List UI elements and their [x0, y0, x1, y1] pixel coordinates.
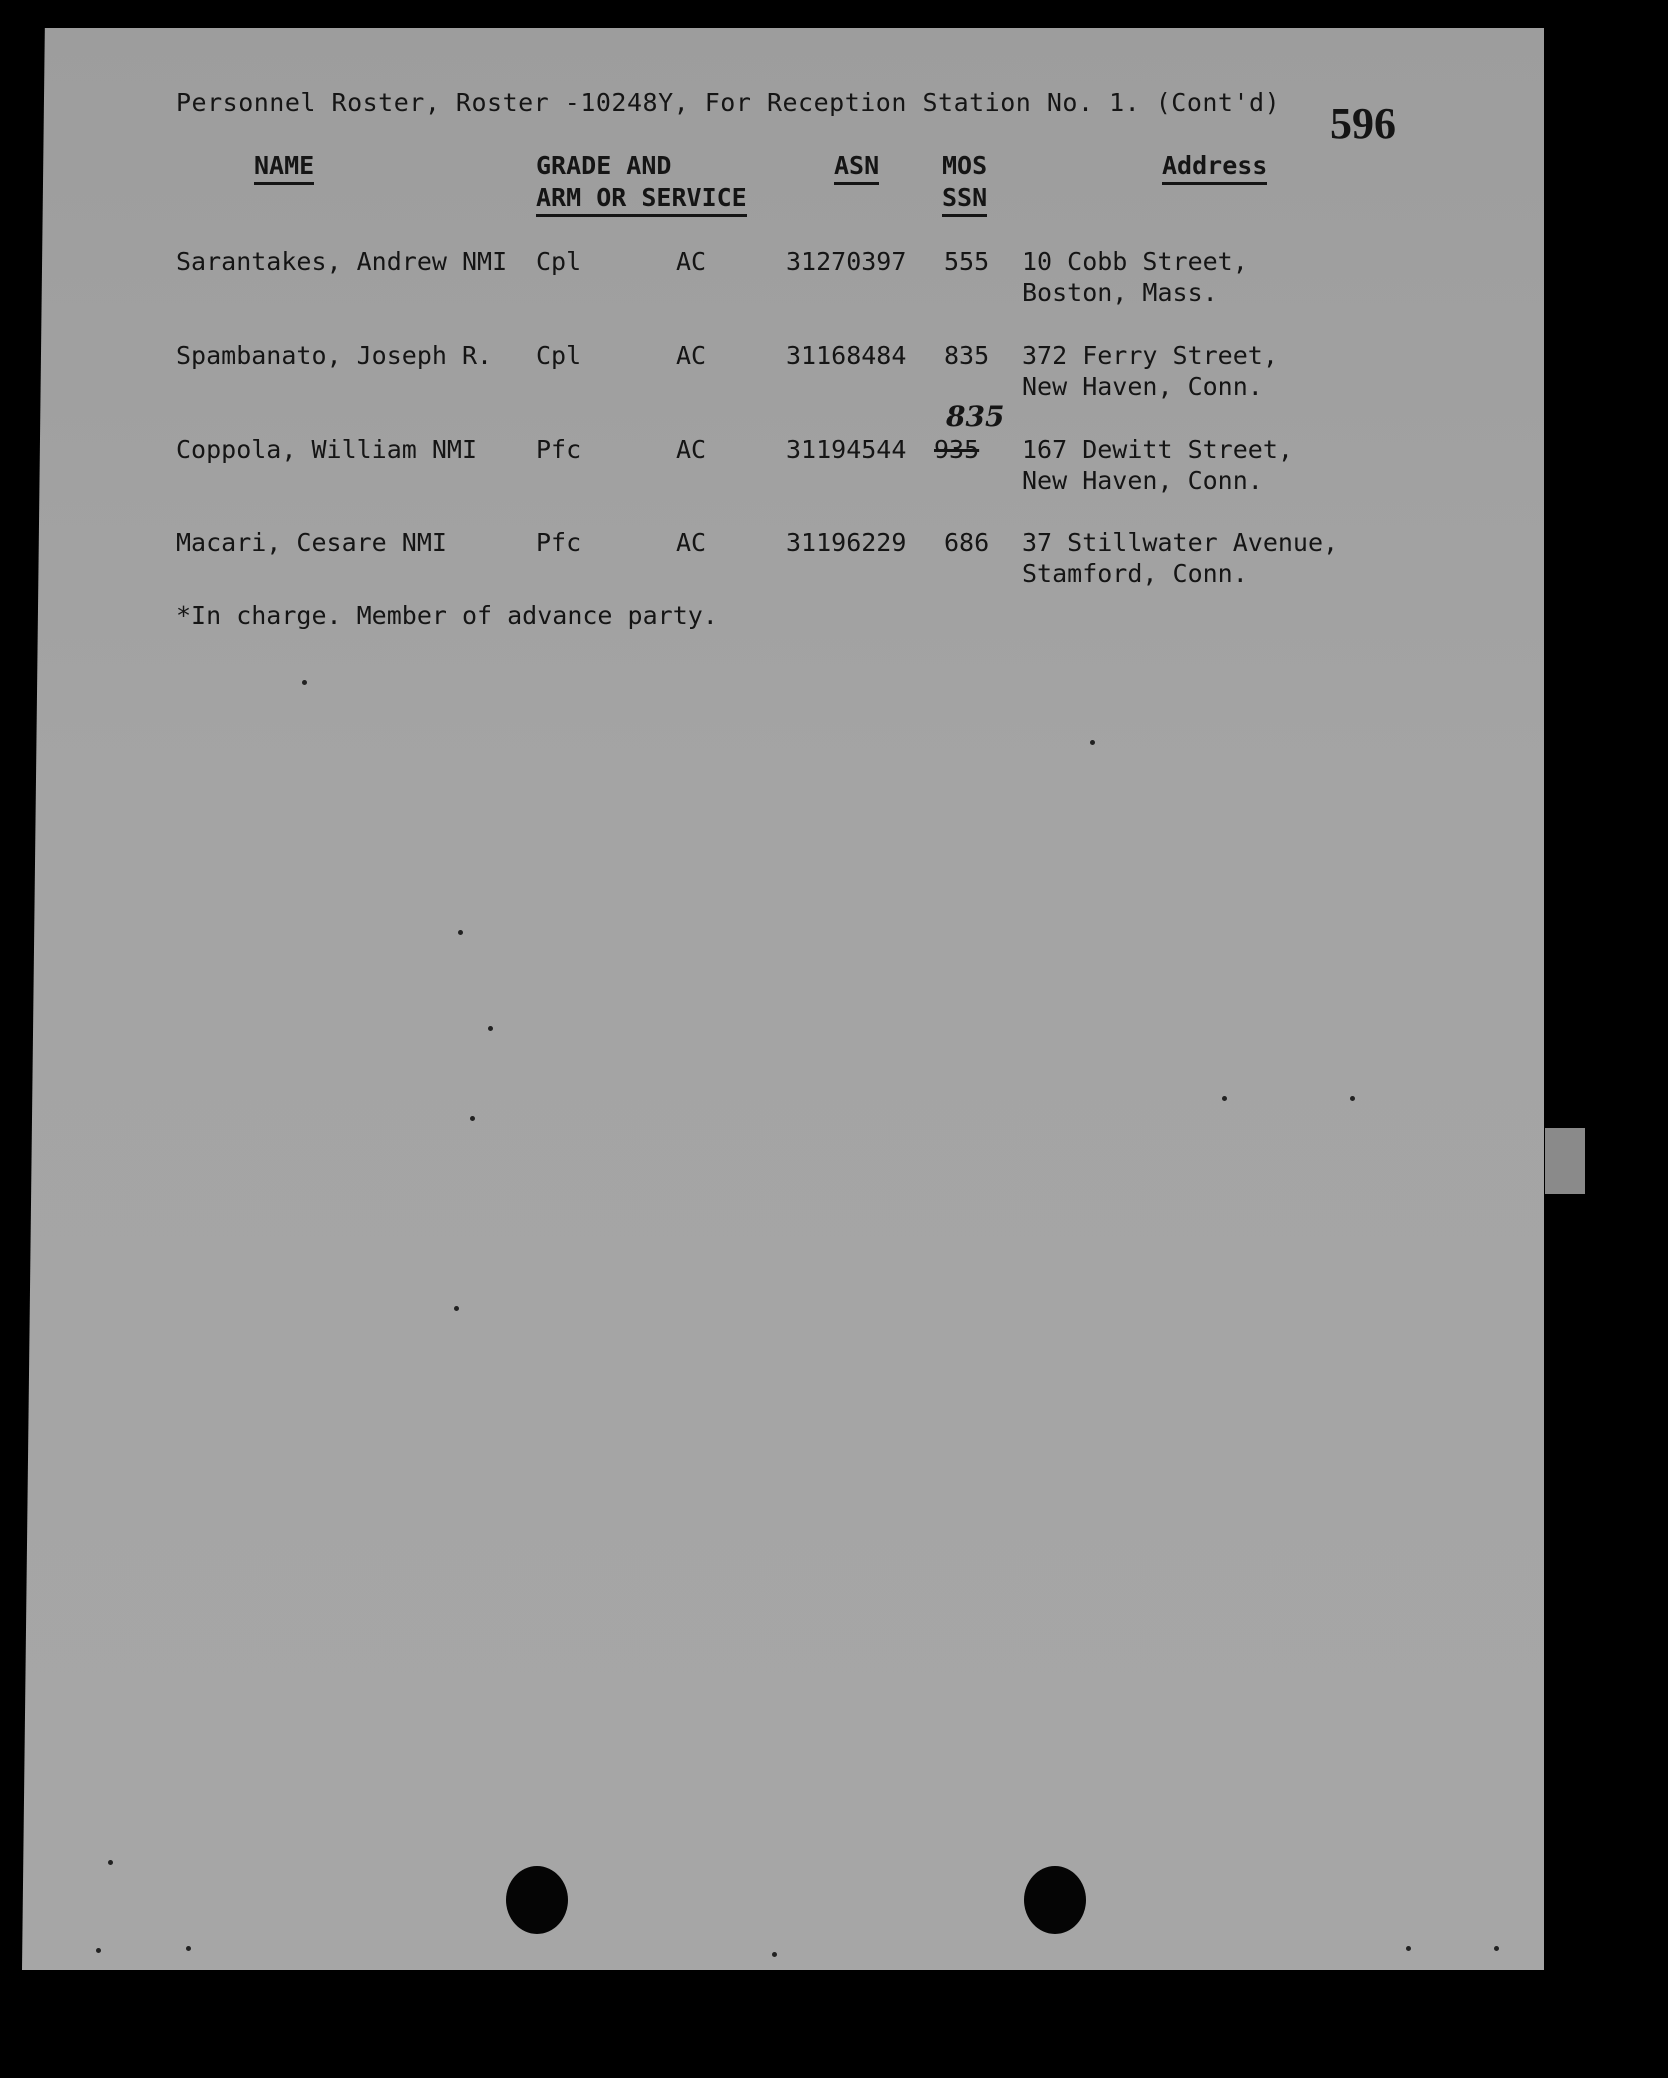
row4-name: Macari, Cesare NMI	[176, 528, 447, 557]
binder-hole-right	[1024, 1866, 1086, 1934]
paper-speck	[1222, 1096, 1227, 1101]
paper-speck	[1494, 1946, 1499, 1951]
row2-name: Spambanato, Joseph R.	[176, 341, 493, 370]
row3-address-line2: New Haven, Conn.	[1022, 466, 1263, 495]
row2-asn: 31168484	[786, 341, 907, 370]
paper-speck	[1406, 1946, 1411, 1951]
column-header-mos-line1: MOS	[942, 151, 988, 180]
row1-asn: 31270397	[786, 247, 907, 276]
row1-address-line2: Boston, Mass.	[1022, 278, 1218, 307]
paper-speck	[96, 1948, 101, 1953]
row4-mos: 686	[944, 528, 990, 557]
paper-speck	[1350, 1096, 1355, 1101]
column-header-name: NAME	[254, 150, 314, 185]
column-header-grade	[536, 150, 747, 217]
page-edge-tab	[1545, 1128, 1585, 1194]
row4-address-line2: Stamford, Conn.	[1022, 559, 1248, 588]
column-header-grade-line1: GRADE AND	[536, 151, 672, 180]
column-header-asn: ASN	[834, 150, 879, 185]
row2-grade: Cpl	[536, 341, 582, 370]
row4-asn: 31196229	[786, 528, 907, 557]
page-number: 596	[1330, 99, 1396, 148]
column-header-mos	[942, 150, 987, 217]
row1-address-line1: 10 Cobb Street,	[1022, 247, 1248, 276]
paper-speck	[302, 680, 307, 685]
row1-mos: 555	[944, 247, 990, 276]
row3-grade: Pfc	[536, 435, 582, 464]
row3-name: Coppola, William NMI	[176, 435, 478, 464]
row1-name: Sarantakes, Andrew NMI	[176, 247, 508, 276]
column-header-address: Address	[1162, 150, 1267, 185]
document-page	[22, 28, 1544, 1970]
row2-mos: 835	[944, 341, 990, 370]
row3-arm: AC	[676, 435, 707, 464]
roster-heading: Personnel Roster, Roster -10248Y, For Reception Station No. 1. (Cont'd)	[176, 88, 1281, 117]
column-header-ssn: SSN	[942, 182, 987, 217]
row2-address-line2: New Haven, Conn.	[1022, 372, 1263, 401]
column-header-grade-line2: ARM OR SERVICE	[536, 182, 747, 217]
paper-speck	[454, 1306, 459, 1311]
row1-grade: Cpl	[536, 247, 582, 276]
row4-address-line1: 37 Stillwater Avenue,	[1022, 528, 1339, 557]
row3-address-line1: 167 Dewitt Street,	[1022, 435, 1293, 464]
binder-hole-left	[506, 1866, 568, 1934]
paper-speck	[488, 1026, 493, 1031]
paper-speck	[458, 930, 463, 935]
row1-arm: AC	[676, 247, 707, 276]
paper-speck	[186, 1946, 191, 1951]
paper-speck	[772, 1952, 777, 1957]
row3-mos-struck: 935	[934, 435, 980, 464]
row2-arm: AC	[676, 341, 707, 370]
row4-arm: AC	[676, 528, 707, 557]
row4-grade: Pfc	[536, 528, 582, 557]
row3-mos-handwritten-correction: 835	[946, 400, 1005, 433]
paper-speck	[108, 1860, 113, 1865]
row2-address-line1: 372 Ferry Street,	[1022, 341, 1278, 370]
paper-speck	[1090, 740, 1095, 745]
row3-asn: 31194544	[786, 435, 907, 464]
footnote: *In charge. Member of advance party.	[176, 601, 718, 630]
paper-speck	[470, 1116, 475, 1121]
